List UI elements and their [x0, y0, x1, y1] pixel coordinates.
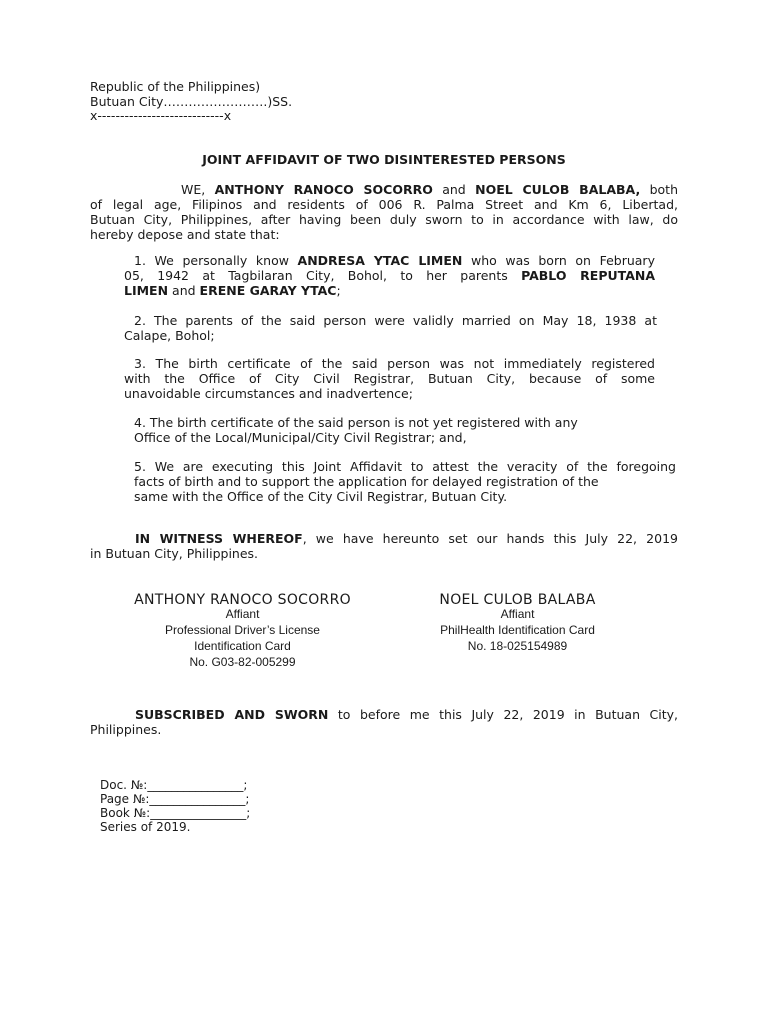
intro-line-4: hereby depose and state that: — [90, 227, 280, 242]
header-city: Butuan City…………………….)SS. — [90, 94, 293, 109]
item-4-line-2: Office of the Local/Municipal/City Civil Registrar; and, — [134, 430, 467, 445]
affiant-name-2: NOEL CULOB BALABA, — [475, 182, 641, 197]
item-3 — [124, 356, 655, 401]
header-divider: x----------------------------x — [90, 108, 232, 123]
item-5 — [124, 459, 676, 504]
witness-line-1: IN WITNESS WHEREOF, we have hereunto set our hands this July 22, 2019 — [135, 531, 678, 546]
header-republic: Republic of the Philippines) — [90, 79, 261, 94]
affiant-name-1: ANTHONY RANOCO SOCORRO — [214, 182, 433, 197]
item-3-line-2: with the Office of City Civil Registrar, Butuan City, because of some — [124, 371, 655, 386]
notary-doc-no: Doc. №:________________; — [100, 778, 248, 792]
item-1 — [124, 253, 655, 298]
document-title: JOINT AFFIDAVIT OF TWO DISINTERESTED PERSONS — [202, 152, 566, 167]
witness-paragraph — [90, 531, 678, 561]
affiant-1-id-number: No. G03-82-005299 — [189, 655, 296, 669]
affiant-1-details — [110, 606, 375, 670]
item-4 — [124, 415, 664, 445]
affiant-2-id-type: PhilHealth Identification Card — [440, 623, 595, 637]
item-5-line-1: 5. We are executing this Joint Affidavit to attest the veracity of the foregoing — [134, 459, 676, 474]
intro-line-3: Butuan City, Philippines, after having been duly sworn to in accordance with law, do — [90, 212, 678, 227]
affiant-1-id-type-2: Identification Card — [194, 639, 291, 653]
item-4-line-1: 4. The birth certificate of the said person is not yet registered with any — [134, 415, 578, 430]
item-5-line-2: facts of birth and to support the application for delayed registration of the — [134, 474, 599, 489]
notary-series: Series of 2019. — [100, 820, 191, 834]
intro-line-1: WE, ANTHONY RANOCO SOCORRO and NOEL CULOB BALABA, both — [181, 182, 678, 197]
intro-line-2: of legal age, Filipinos and residents of 006 R. Palma Street and Km 6, Libertad, — [90, 197, 678, 212]
item-3-line-1: 3. The birth certificate of the said person was not immediately registered — [134, 356, 655, 371]
intro-paragraph — [90, 182, 678, 242]
witness-line-2: in Butuan City, Philippines. — [90, 546, 259, 561]
item-2-line-1: 2. The parents of the said person were validly married on May 18, 1938 at — [134, 313, 657, 328]
item-1-line-3: LIMEN and ERENE GARAY YTAC; — [124, 283, 341, 298]
jurat-line-1: SUBSCRIBED AND SWORN to before me this July 22, 2019 in Butuan City, — [135, 707, 678, 722]
jurat-paragraph — [90, 707, 678, 737]
item-1-line-1: 1. We personally know ANDRESA YTAC LIMEN who was born on February — [134, 253, 655, 268]
notary-book-no: Book №:________________; — [100, 806, 251, 820]
item-2-line-2: Calape, Bohol; — [124, 328, 215, 343]
affiant-1-role: Affiant — [225, 607, 260, 621]
affiant-2-details — [405, 606, 630, 654]
affiant-2-role: Affiant — [500, 607, 535, 621]
notary-page-no: Page №:________________; — [100, 792, 250, 806]
affiant-2-id-number: No. 18-025154989 — [467, 639, 568, 653]
item-3-line-3: unavoidable circumstances and inadvertence; — [124, 386, 413, 401]
affiant-1-name: ANTHONY RANOCO SOCORRO — [134, 592, 351, 608]
item-2 — [124, 313, 657, 343]
affiant-2-name: NOEL CULOB BALABA — [439, 592, 596, 608]
item-1-line-2: 05, 1942 at Tagbilaran City, Bohol, to her parents PABLO REPUTANA — [124, 268, 655, 283]
affiant-1-id-type: Professional Driver’s License — [165, 623, 320, 637]
jurat-line-2: Philippines. — [90, 722, 162, 737]
item-5-line-3: same with the Office of the City Civil Registrar, Butuan City. — [134, 489, 508, 504]
